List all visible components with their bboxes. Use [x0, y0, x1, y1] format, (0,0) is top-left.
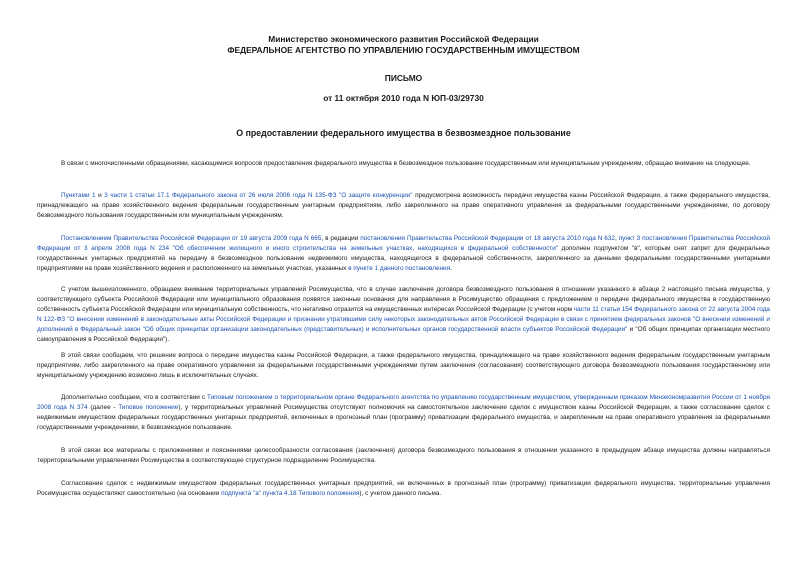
legal-reference-link[interactable]: Типовым положением о территориальном органе Федерального агентства по управлению государственным имуществом, утвержденным приказом Минэкономразвития России от 1 ноября 2008 года N 374 [37, 394, 770, 411]
paragraph-5 [37, 351, 770, 381]
paragraph-6 [37, 393, 770, 433]
legal-reference-link[interactable]: 3 части 1 статьи 17.1 Федерального закона от 26 июля 2006 года N 135-ФЗ "О защите конкуренции" [104, 192, 413, 199]
legal-reference-link[interactable]: в пункте 1 данного постановления [348, 265, 451, 272]
paragraph-text: В этой связи сообщаем, что решение вопроса о передаче имущества казны Российской Федерации, а также федерального имущества, принадлежащего на праве хозяйственного ведения федеральным государственным унитарным предприятиям, либо закрепленного на праве оперативного управления за федеральными государственными учреждениями путем заключения (согласования) соответствующего договора безвозмездного пользования государственному или муниципальному учреждению возможно лишь в исключительных случаях. [37, 352, 770, 379]
paragraph-text: В этой связи все материалы с приложениями и пояснениями целесообразности согласования (заключения) договора безвозмездного пользования в отношении указанного в предыдущем абзаце имущества должны направляться территориальными управлениями Росимущества в соответствующее структурное подразделение Росимущества. [37, 447, 770, 464]
paragraph-text: Согласование сделок с недвижимым имуществом федеральных государственных унитарных предприятий, не включенных в прогнозный план (программу) приватизации федерального имущества, территориальные управления Росимущества осуществляют самостоятельно (на основании [37, 480, 770, 497]
paragraph-text: С учетом вышеизложенного, обращаем внимание территориальных управлений Росимущества, что в случае заключения договора безвозмездного пользования в отношении указанного в абзаце 2 настоящего письма имущества, у соответствующего субъекта Российской Федерации или муниципального образования появятся законные основания для направления в Росимущество обращения с предложением о передаче федерального имущества в государственную собственность субъекта Российской Федерации или муниципальную собственность, что негативно отразится на имущественных интересах Российской Федерации (с учетом норм [37, 286, 770, 313]
paragraph-text: ), у территориальных управлений Росимущества отсутствуют полномочия на самостоятельное заключение сделок с имуществом казны Российской Федерации, а также согласование сделок с недвижимым имуществом федеральных государственных унитарных предприятий, включенных в прогнозный план (программу) приватизации федерального имущества, и закрепленным на праве оперативного управления за федеральными государственными учреждениями, в безвозмездное пользование. [37, 404, 770, 431]
paragraph-text: (далее - [87, 404, 119, 411]
paragraph-text: ), с учетом данного письма. [359, 490, 442, 497]
document-subject: О предоставлении федерального имущества в безвозмездное пользование [236, 128, 571, 138]
paragraph-text: и [95, 192, 105, 199]
paragraph-7 [37, 446, 770, 466]
legal-reference-link[interactable]: Постановлением Правительства Российской Федерации от 19 августа 2009 года N 665 [61, 235, 322, 242]
paragraph-2 [37, 191, 770, 221]
paragraph-3 [37, 234, 770, 274]
legal-reference-link[interactable]: части 11 статьи 154 Федерального закона от 22 августа 2004 года N 122-ФЗ "О внесении изменений в законодательные акты Российской Федерации и признании утратившими силу некоторых законодательных актов Российской Федерации в связи с принятием федеральных законов "О внесении изменений и дополнений в Федеральный закон "Об общих принципах организации законодательных (представительных) и исполнительных органов государственной власти субъектов Российской Федерации" [37, 306, 770, 333]
legal-reference-link[interactable]: пункт 3 постановления Правительства Российской Федерации от 3 апреля 2008 года N 234 "Об обеспечении жилищного и иного строительства на земельных участках, находящихся в федеральной собственности" [37, 235, 770, 252]
legal-reference-link[interactable]: постановления Правительства Российской Федерации от 18 августа 2010 года N 632 [360, 235, 615, 242]
paragraph-text: Дополнительно сообщаем, что в соответствии с [61, 394, 207, 401]
paragraph-text: предусмотрена возможность передачи имущества казны Российской Федерации, а также федерального имущества, принадлежащего на праве хозяйственного ведения федеральным государственным унитарным предприятиям, либо закрепленного на праве оперативного управления за федеральными государственными учреждениями, по договору безвозмездного пользования государственным или муниципальным учреждениям. [37, 192, 771, 219]
document-type: ПИСЬМО [384, 73, 423, 83]
paragraph-text: и "Об общих принципах организации местного самоуправления в Российской Федерации"). [37, 326, 770, 343]
paragraph-8 [37, 479, 770, 499]
paragraph-text: . [450, 265, 452, 272]
ministry-name: Министерство экономического развития Российской Федерации [268, 34, 539, 44]
agency-name: ФЕДЕРАЛЬНОЕ АГЕНТСТВО ПО УПРАВЛЕНИЮ ГОСУДАРСТВЕННЫМ ИМУЩЕСТВОМ [227, 45, 580, 55]
paragraph-text: дополнен подпунктом "в", которым снят запрет для федеральных государственных унитарных предприятий на передачу в безвозмездное пользование недвижимого имущества, находящегося в федеральной собственности, закрепленного за данными федеральными государственными унитарными предприятиями на праве хозяйственного ведения и расположенного на земельных участках, указанных [37, 245, 770, 272]
paragraph-4 [37, 285, 770, 345]
document-date-number: от 11 октября 2010 года N ЮП-03/29730 [323, 93, 484, 103]
legal-reference-link[interactable]: Пунктами 1 [61, 192, 96, 199]
legal-reference-link[interactable]: подпункта "а" пункта 4.18 Типового положения [221, 490, 360, 497]
paragraph-text: , в редакции [321, 235, 361, 242]
paragraph-text: , [614, 235, 619, 242]
paragraph-1 [37, 159, 770, 169]
legal-reference-link[interactable]: Типовое положение [118, 404, 179, 411]
paragraph-text: В связи с многочисленными обращениями, касающимися вопросов предоставления федерального имущества в безвозмездное пользование государственным или муниципальным учреждениям, обращаю внимание на следующее. [61, 160, 751, 167]
